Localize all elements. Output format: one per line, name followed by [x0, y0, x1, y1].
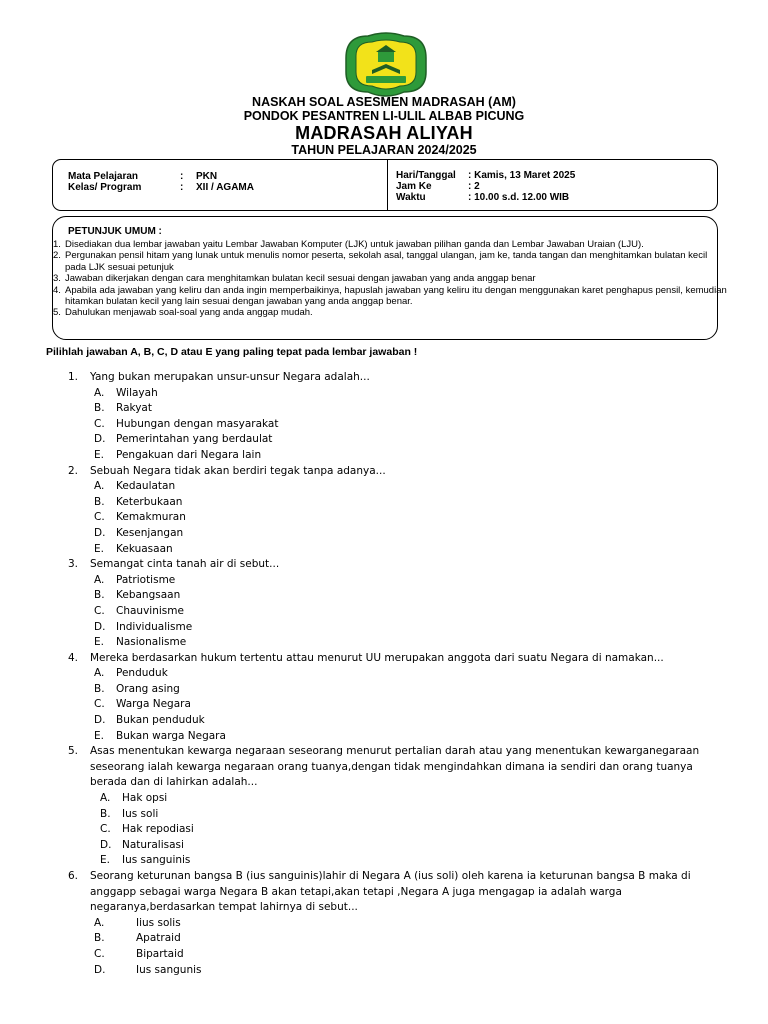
question-3: 3. Semangat cinta tanah air di sebut... A. Patriotisme B. Kebangsaan C. Chauvinisme D. Individualisme E. Nasionalisme — [68, 557, 728, 651]
option: B. Apatraid — [94, 932, 181, 945]
option: A. Penduduk — [94, 667, 168, 680]
instruction-item: 1. Disediakan dua lembar jawaban yaitu Lembar Jawaban Komputer (LJK) untuk jawaban pilihan ganda dan Lembar Jawaban Uraian (LJU). — [53, 239, 644, 250]
instruction-item: 4. Apabila ada jawaban yang keliru dan anda ingin memperbaikinya, hapuslah jawaban yang keliru itu dengan menggunakan karet penghapus pensil, kemudian hitamkan bulatan kecil yang lain sesuai dengan jawaban yang anda anggap benar. — [53, 284, 727, 308]
instruction-item: 3. Jawaban dikerjakan dengan cara menghitamkan bulatan kecil sesuai dengan jawaban yang anda anggap benar — [53, 273, 536, 285]
option: A. Hak opsi — [100, 792, 168, 805]
question-text: Sebuah Negara tidak akan berdiri tegak tanpa adanya... — [90, 464, 386, 477]
header-line-2: PONDOK PESANTREN LI-ULIL ALBAB PICUNG — [243, 109, 525, 123]
instructions-list — [53, 239, 728, 319]
option: B. Orang asing — [94, 682, 180, 695]
option: C. Kemakmuran — [94, 511, 186, 524]
instructions-title: PETUNJUK UMUM : — [68, 226, 162, 237]
info-class: Kelas/ Program : XII / AGAMA — [68, 182, 254, 193]
option: E. Ius sanguinis — [100, 854, 191, 867]
option: C. Chauvinisme — [94, 604, 184, 617]
option: C. Hak repodiasi — [100, 823, 194, 836]
question-text: Mereka berdasarkan hukum tertentu attau menurut UU merupakan anggota dari suatu Negara di namakan... — [90, 651, 664, 664]
question-5: 5. Asas menentukan kewarga negaraan seseorang menurut pertalian darah atau yang menentukan kewarganegaraan seseorang ialah kewarga negaraan orang tuanya,dengan tidak mengindahkan dimana ia sendiri dan orang tuanya berada dan di lahirkan adalah... A. Hak opsi B. Ius soli C. Hak repodiasi D. Naturalisasi E. Ius sanguinis — [68, 744, 728, 869]
header-line-1: NASKAH SOAL ASESMEN MADRASAH (AM) — [252, 95, 516, 109]
question-1: 1. Yang bukan merupakan unsur-unsur Negara adalah... A. Wilayah B. Rakyat C. Hubungan dengan masyarakat D. Pemerintahan yang berdaulat E. Pengakuan dari Negara lain — [68, 370, 728, 464]
option: E. Bukan warga Negara — [94, 729, 226, 742]
option: B. Keterbukaan — [94, 495, 183, 508]
option: D. Bukan penduduk — [94, 714, 205, 727]
question-6: 6. Seorang keturunan bangsa B (ius sanguinis)lahir di Negara A (ius soli) oleh karena ia keturunan bangsa B maka di anggapp sebagai warga Negara B akan tetapi,akan tetapi ,Negara A juga mengagap ia adalah warga negaranya,berdasarkan tempat lahirnya di sebut... A. Iius solis B. Apatraid C. Bipartaid D. Ius sangunis — [68, 869, 728, 978]
instruction-item: 5. Dahulukan menjawab soal-soal yang anda anggap mudah. — [53, 307, 313, 319]
option: D. Pemerintahan yang berdaulat — [94, 433, 273, 446]
option: E. Nasionalisme — [94, 636, 187, 649]
question-list — [68, 370, 728, 978]
option: D. Individualisme — [94, 620, 193, 633]
option: A. Iius solis — [94, 916, 181, 929]
info-day-date: Hari/Tanggal : Kamis, 13 Maret 2025 — [396, 170, 576, 181]
school-logo — [342, 30, 430, 100]
option: C. Hubungan dengan masyarakat — [94, 417, 279, 430]
question-text: Semangat cinta tanah air di sebut... — [90, 558, 280, 571]
question-2: 2. Sebuah Negara tidak akan berdiri tegak tanpa adanya... A. Kedaulatan B. Keterbukaan C. Kemakmuran D. Kesenjangan E. Kekuasaan — [68, 464, 728, 558]
header-title: MADRASAH ALIYAH — [295, 123, 473, 143]
option: A. Kedaulatan — [94, 480, 176, 493]
question-4: 4. Mereka berdasarkan hukum tertentu attau menurut UU merupakan anggota dari suatu Negara di namakan... A. Penduduk B. Orang asing C. Warga Negara D. Bukan penduduk E. Bukan warga Negara — [68, 651, 728, 745]
option: C. Warga Negara — [94, 698, 191, 711]
option: A. Wilayah — [94, 386, 158, 399]
info-time: Waktu : 10.00 s.d. 12.00 WIB — [396, 192, 570, 203]
question-text: Asas menentukan kewarga negaraan seseorang menurut pertalian darah atau yang menentukan kewarganegaraan seseorang ialah kewarga negaraan orang tuanya,dengan tidak mengindahkan dimana ia sendiri dan orang tuanya berada dan di lahirkan adalah... — [90, 745, 700, 789]
option: D. Kesenjangan — [94, 526, 184, 539]
question-text: Yang bukan merupakan unsur-unsur Negara adalah... — [90, 371, 370, 383]
info-subject: Mata Pelajaran : PKN — [68, 171, 218, 182]
option: B. Kebangsaan — [94, 589, 181, 602]
option: C. Bipartaid — [94, 947, 184, 960]
header-year: TAHUN PELAJARAN 2024/2025 — [291, 143, 477, 157]
option: A. Patriotisme — [94, 573, 176, 586]
option: B. Rakyat — [94, 402, 152, 415]
info-session: Jam Ke : 2 — [396, 181, 480, 192]
option: E. Pengakuan dari Negara lain — [94, 448, 262, 461]
option: B. Ius soli — [100, 807, 159, 820]
instruction-item: 2. Pergunakan pensil hitam yang lunak untuk menulis nomor peserta, sekolah asal, tanggal ulangan, jam ke, tanda tangan dan menghitamkan bulatan kecil pada LJK sesuai petunjuk — [53, 250, 708, 273]
info-divider — [387, 160, 388, 210]
option: D. Naturalisasi — [100, 838, 184, 851]
option: E. Kekuasaan — [94, 542, 173, 555]
option: D. Ius sangunis — [94, 963, 202, 976]
answer-directive: Pilihlah jawaban A, B, C, D atau E yang paling tepat pada lembar jawaban ! — [46, 346, 418, 358]
question-text: Seorang keturunan bangsa B (ius sanguinis)lahir di Negara A (ius soli) oleh karena ia keturunan bangsa B maka di anggapp sebagai warga Negara B akan tetapi,akan tetapi ,Negara A juga mengagap ia adalah warga negaranya,berdasarkan tempat lahirnya di sebut... — [90, 870, 691, 914]
